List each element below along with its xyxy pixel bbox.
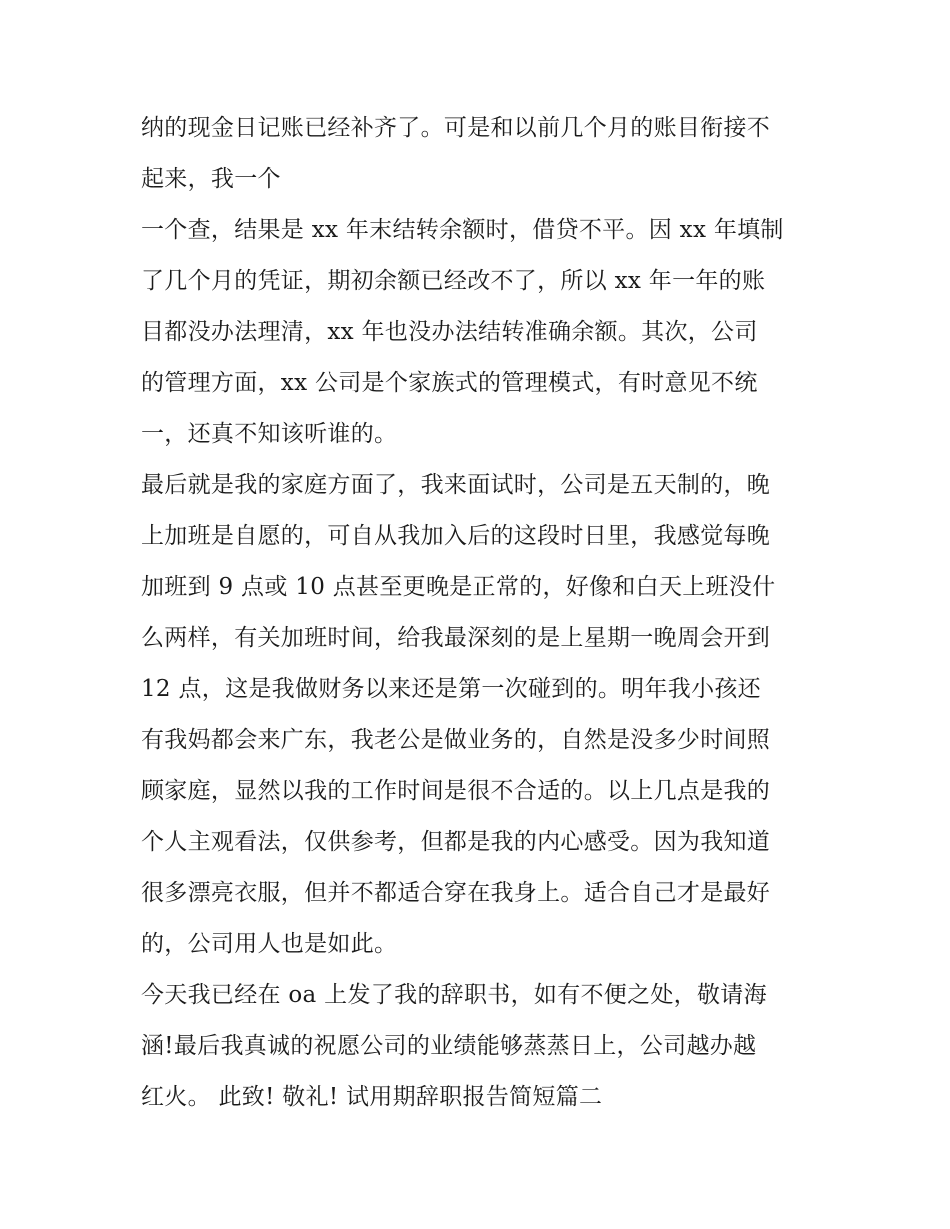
text-line: 最后就是我的家庭方面了，我来面试时，公司是五天制的，晚	[141, 472, 771, 498]
text-line: 顾家庭，显然以我的工作时间是很不合适的。以上几点是我的	[141, 778, 771, 804]
text-line: 一个查，结果是 xx 年末结转余额时，借贷不平。因 xx 年填制	[141, 217, 784, 243]
text-line: 涵!最后我真诚的祝愿公司的业绩能够蒸蒸日上，公司越办越	[141, 1033, 757, 1059]
text-line: 纳的现金日记账已经补齐了。可是和以前几个月的账目衔接不	[141, 115, 771, 141]
text-line: 加班到 9 点或 10 点甚至更晚是正常的，好像和白天上班没什	[141, 574, 776, 600]
text-line: 了几个月的凭证，期初余额已经改不了，所以 xx 年一年的账	[141, 268, 766, 294]
text-line: 的，公司用人也是如此。	[141, 931, 398, 957]
body-text	[141, 103, 821, 1123]
text-line: 有我妈都会来广东，我老公是做业务的，自然是没多少时间照	[141, 727, 771, 753]
text-line: 一，还真不知该听谁的。	[141, 421, 398, 447]
text-line: 个人主观看法，仅供参考，但都是我的内心感受。因为我知道	[141, 829, 771, 855]
text-line: 目都没办法理清，xx 年也没办法结转准确余额。其次，公司	[141, 319, 758, 345]
text-line: 红火。 此致! 敬礼! 试用期辞职报告简短篇二	[141, 1084, 603, 1110]
text-line: 起来，我一个	[141, 166, 281, 192]
text-line: 很多漂亮衣服，但并不都适合穿在我身上。适合自己才是最好	[141, 880, 771, 906]
text-line: 的管理方面，xx 公司是个家族式的管理模式，有时意见不统	[141, 370, 758, 396]
text-line: 么两样，有关加班时间，给我最深刻的是上星期一晚周会开到	[141, 625, 771, 651]
text-line: 12 点，这是我做财务以来还是第一次碰到的。明年我小孩还	[141, 676, 761, 702]
text-line: 上加班是自愿的，可自从我加入后的这段时日里，我感觉每晚	[141, 523, 771, 549]
text-line: 今天我已经在 oa 上发了我的辞职书，如有不便之处，敬请海	[141, 982, 767, 1008]
